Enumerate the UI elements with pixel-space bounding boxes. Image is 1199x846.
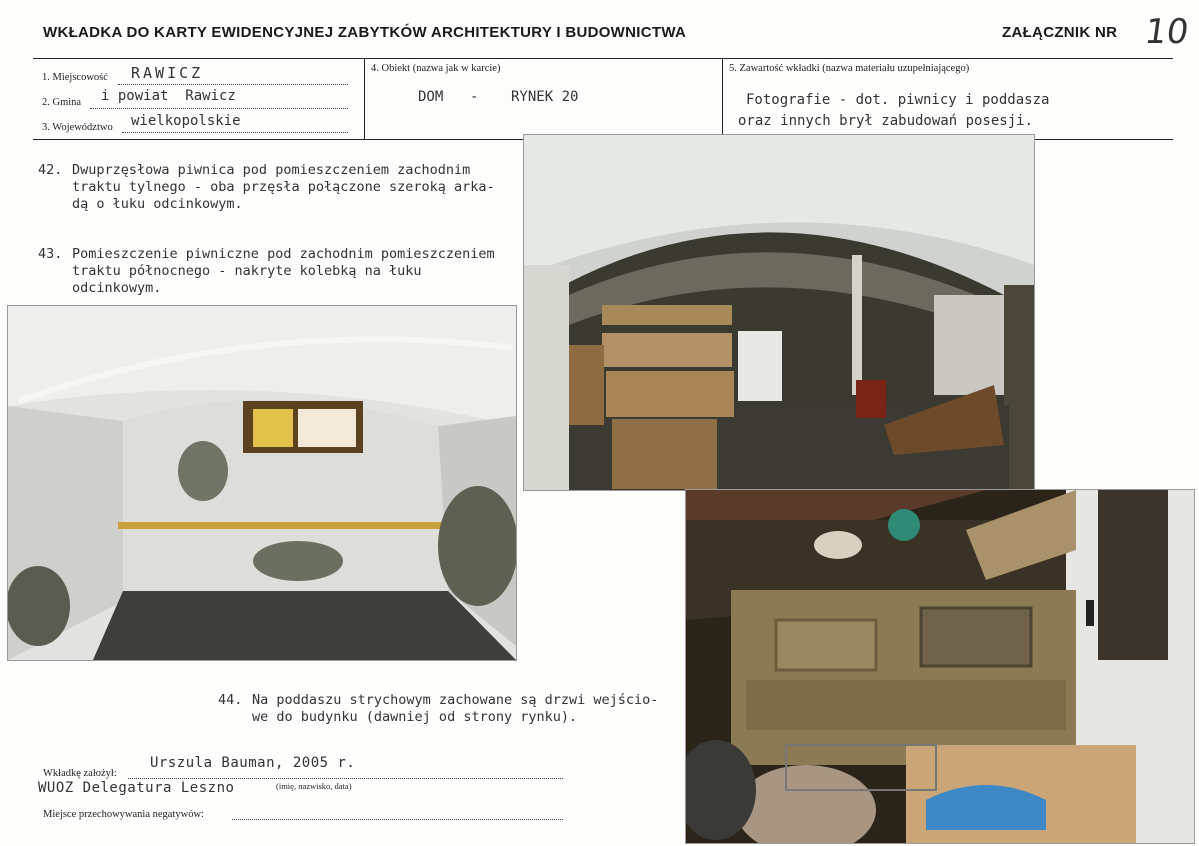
voivodeship-label: 3. Województwo bbox=[42, 122, 113, 133]
barrel-vaulted-cellar-photo-graphic bbox=[8, 306, 516, 660]
barrel-vaulted-cellar-photo bbox=[7, 305, 517, 661]
author-label: Wkładkę założył: bbox=[43, 768, 117, 779]
object-value-type: DOM bbox=[418, 89, 444, 105]
desc-43-line1: Pomieszczenie piwniczne pod zachodnim pomieszczeniem bbox=[72, 246, 495, 262]
desc-42-line1: Dwuprzęsłowa piwnica pod pomieszczeniem zachodnim bbox=[72, 162, 471, 178]
locality-label: 1. Miejscowość bbox=[42, 72, 108, 83]
attic-door-photo-graphic bbox=[686, 490, 1194, 843]
author-dotted-line bbox=[128, 778, 563, 779]
desc-43-number: 43. bbox=[38, 246, 63, 262]
voivodeship-value: wielkopolskie bbox=[131, 113, 241, 129]
locality-dotted-line bbox=[118, 84, 348, 85]
negatives-dotted-line bbox=[232, 819, 563, 820]
desc-44-line1: Na poddaszu strychowym zachowane są drzwi wejścio- bbox=[252, 692, 659, 708]
desc-43-line3: odcinkowym. bbox=[72, 280, 162, 296]
attic-door-photo bbox=[685, 489, 1195, 844]
commune-value: i powiat Rawicz bbox=[101, 88, 236, 104]
commune-label: 2. Gmina bbox=[42, 97, 82, 108]
object-value-address: RYNEK 20 bbox=[511, 89, 579, 105]
desc-43-line2: traktu północnego - nakryte kolebką na łuku bbox=[72, 263, 422, 279]
locality-value: RAWICZ bbox=[131, 64, 204, 82]
negatives-label: Miejsce przechowywania negatywów: bbox=[43, 809, 204, 820]
object-dash: - bbox=[470, 89, 479, 105]
form-divider-2 bbox=[722, 58, 723, 140]
desc-42-line3: dą o łuku odcinkowym. bbox=[72, 196, 243, 212]
object-label: 4. Obiekt (nazwa jak w karcie) bbox=[371, 63, 501, 74]
content-value-line2: oraz innych brył zabudowań posesji. bbox=[738, 113, 1034, 129]
form-divider-1 bbox=[364, 58, 365, 140]
author-hint: (imię, nazwisko, data) bbox=[276, 781, 352, 791]
desc-44-number: 44. bbox=[218, 692, 243, 708]
desc-42-line2: traktu tylnego - oba przęsła połączone szeroką arka- bbox=[72, 179, 495, 195]
cellar-with-crates-photo bbox=[523, 134, 1035, 491]
cellar-with-crates-photo-graphic bbox=[524, 135, 1034, 490]
desc-42-number: 42. bbox=[38, 162, 63, 178]
attachment-label: ZAŁĄCZNIK NR bbox=[1002, 24, 1118, 41]
attachment-number: 10 bbox=[1142, 12, 1192, 52]
form-top-rule bbox=[33, 58, 1173, 59]
desc-44-line2: we do budynku (dawniej od strony rynku). bbox=[252, 709, 578, 725]
voivodeship-dotted-line bbox=[122, 132, 348, 133]
form-title: WKŁADKA DO KARTY EWIDENCYJNEJ ZABYTKÓW ARCHITEKTURY I BUDOWNICTWA bbox=[43, 24, 687, 41]
institution-value: WUOZ Delegatura Leszno bbox=[38, 780, 235, 796]
content-value-line1: Fotografie - dot. piwnicy i poddasza bbox=[746, 92, 1050, 108]
content-label: 5. Zawartość wkładki (nazwa materiału uzupełniającego) bbox=[729, 63, 970, 74]
commune-dotted-line bbox=[90, 108, 348, 109]
author-value: Urszula Bauman, 2005 r. bbox=[150, 755, 356, 771]
